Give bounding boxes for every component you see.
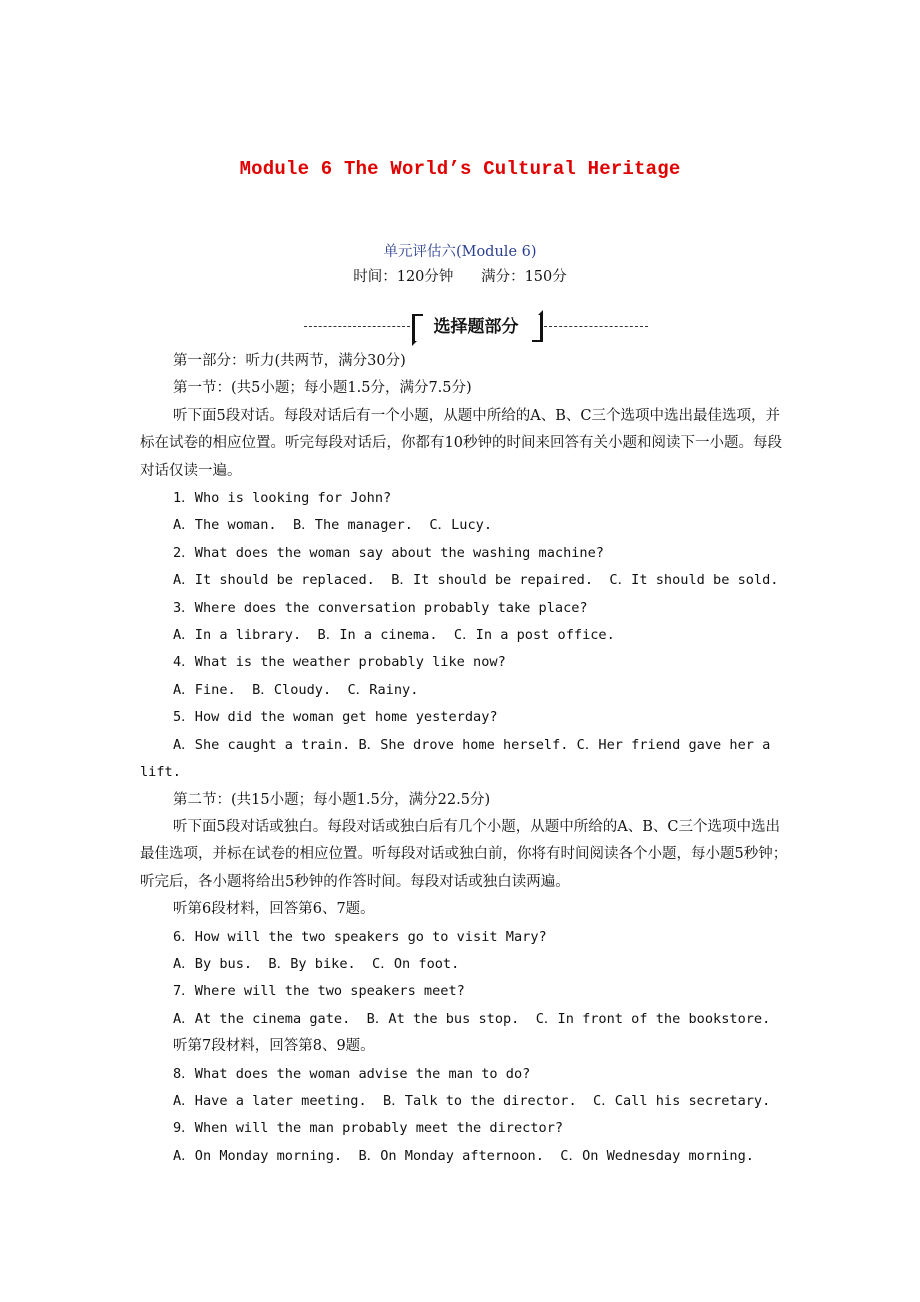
question-9-options: A．On Monday morning. B．On Monday afternoon. C．On Wednesday morning.: [173, 1147, 754, 1164]
section1-heading: 第一节：(共5小题；每小题1.5分，满分7.5分): [173, 380, 472, 397]
time-and-score: 时间：120分钟 满分：150分: [353, 269, 567, 285]
section-banner-label: 选择题部分: [433, 317, 519, 337]
question-3: 3．Where does the conversation probably take place?: [173, 599, 588, 616]
question-2-options: A．It should be replaced. B．It should be repaired. C．It should be sold.: [173, 572, 779, 589]
question-1: 1．Who is looking for John?: [173, 490, 392, 507]
bracket-right-icon: [532, 314, 543, 342]
question-7: 7．Where will the two speakers meet?: [173, 983, 465, 1000]
question-3-options: A．In a library. B．In a cinema. C．In a post office.: [173, 627, 615, 644]
part1-heading: 第一部分：听力(共两节，满分30分): [173, 353, 406, 369]
section2-instructions: 听下面5段对话或独白。每段对话或独白后有几个小题，从题中所给的A、B、C三个选项中选出最佳选项，并标在试卷的相应位置。听每段对话或独白前，你将有时间阅读各个小题，每小题5秒钟；听完后，各小题将给出5秒钟的作答时间。每段对话或独白读两遍。: [140, 818, 788, 890]
question-8: 8．What does the woman advise the man to do?: [173, 1065, 531, 1082]
question-6-options: A．By bus. B．By bike. C．On foot.: [173, 955, 460, 972]
question-4-options: A．Fine. B．Cloudy. C．Rainy.: [173, 681, 419, 698]
banner-divider-left: [304, 326, 410, 327]
question-5: 5．How did the woman get home yesterday?: [173, 709, 498, 726]
question-1-options: A．The woman. B．The manager. C．Lucy.: [173, 517, 493, 534]
question-6: 6．How will the two speakers go to visit Mary?: [173, 928, 547, 945]
question-5-options: A．She caught a train. B．She drove home herself. C．Her friend gave her a lift.: [140, 736, 771, 781]
question-4: 4．What is the weather probably like now?: [173, 654, 506, 671]
material-6-note: 听第6段材料，回答第6、7题。: [173, 901, 375, 918]
material-7-note: 听第7段材料，回答第8、9题。: [173, 1038, 375, 1055]
question-9: 9．When will the man probably meet the director?: [173, 1120, 564, 1137]
question-7-options: A．At the cinema gate. B．At the bus stop. C．In front of the bookstore.: [173, 1010, 771, 1027]
question-2: 2．What does the woman say about the washing machine?: [173, 544, 604, 561]
section-banner: [300, 312, 652, 342]
question-8-options: A．Have a later meeting. B．Talk to the director. C．Call his secretary.: [173, 1092, 771, 1109]
section1-instructions: 听下面5段对话。每段对话后有一个小题，从题中所给的A、B、C三个选项中选出最佳选项，并标在试卷的相应位置。听完每段对话后，你都有10秒钟的时间来回答有关小题和阅读下一小题。每段对话仅读一遍。: [140, 407, 782, 479]
section2-heading: 第二节：(共15小题；每小题1.5分，满分22.5分): [173, 791, 491, 808]
unit-subtitle: 单元评估六(Module 6): [383, 244, 537, 260]
banner-divider-right: [544, 326, 648, 327]
document-title: Module 6 The World’s Cultural Heritage: [239, 158, 681, 180]
listening-section: [140, 348, 792, 1170]
